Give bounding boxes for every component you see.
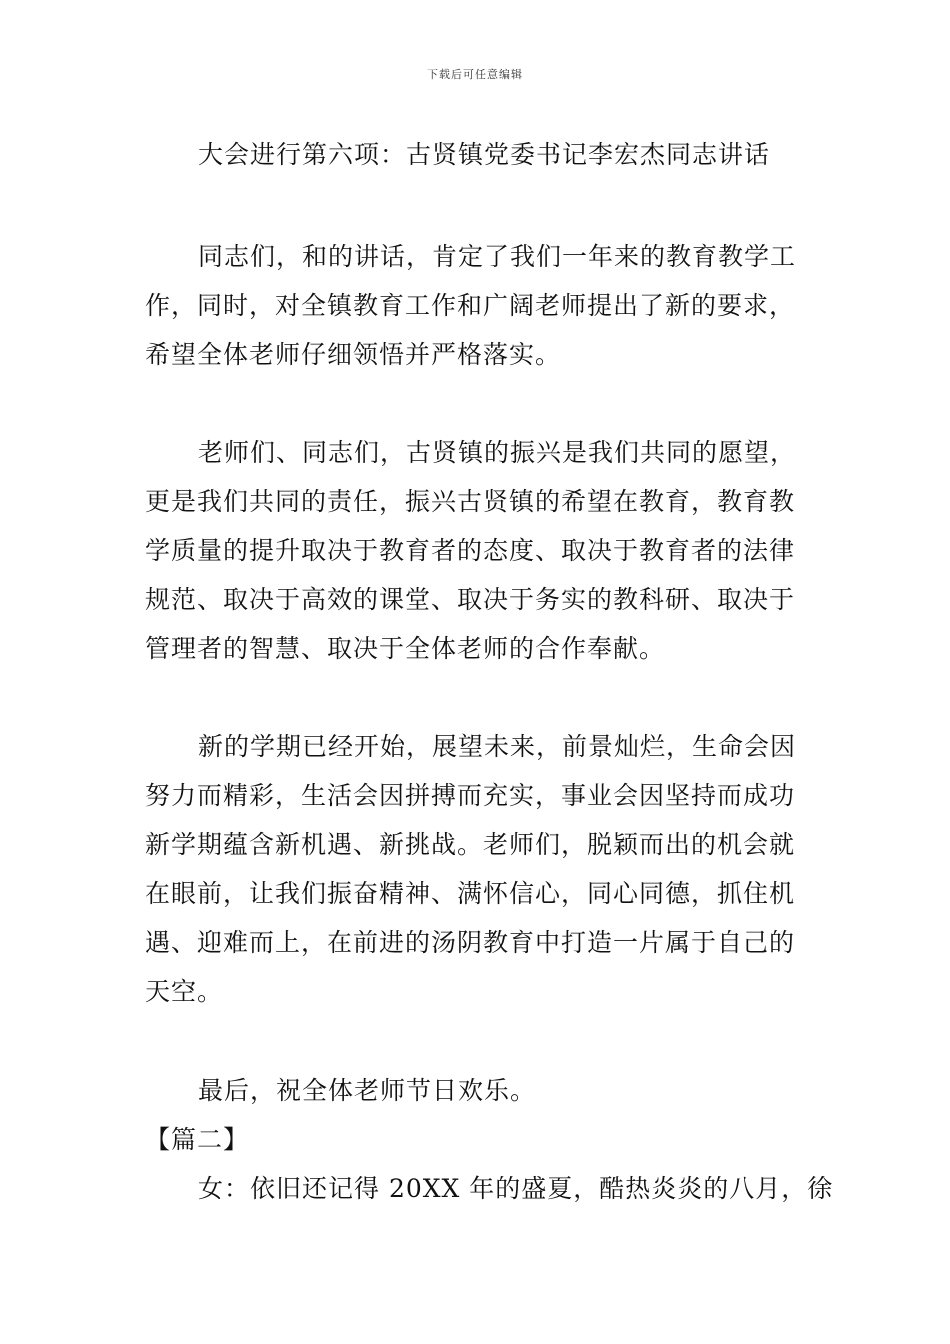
header-note: 下载后可任意编辑 — [427, 68, 523, 81]
text-line: 大会进行第六项：古贤镇党委书记李宏杰同志讲话 — [198, 140, 771, 169]
text-line: 【篇二】 — [145, 1125, 250, 1154]
text-line: 希望全体老师仔细领悟并严格落实。 — [145, 340, 562, 369]
text-line: 最后，祝全体老师节日欢乐。 — [198, 1076, 537, 1105]
text-line: 规范、取决于高效的课堂、取决于务实的教科研、取决于 — [145, 585, 796, 614]
text-line: 老师们、同志们，古贤镇的振兴是我们共同的愿望， — [198, 438, 797, 467]
text-line: 女：依旧还记得 20XX 年的盛夏，酷热炎炎的八月，徐 — [198, 1174, 834, 1203]
text-line: 管理者的智慧、取决于全体老师的合作奉献。 — [145, 634, 666, 663]
text-line: 努力而精彩，生活会因拼搏而充实，事业会因坚持而成功 — [145, 781, 796, 810]
text-line: 遇、迎难而上，在前进的汤阴教育中打造一片属于自己的 — [145, 928, 796, 957]
text-line: 新的学期已经开始，展望未来，前景灿烂，生命会因 — [198, 732, 797, 761]
text-line: 作，同时，对全镇教育工作和广阔老师提出了新的要求， — [145, 291, 796, 320]
text-line: 同志们，和的讲话，肯定了我们一年来的教育教学工 — [198, 242, 797, 271]
text-line: 在眼前，让我们振奋精神、满怀信心，同心同德，抓住机 — [145, 879, 796, 908]
text-line: 新学期蕴含新机遇、新挑战。老师们，脱颖而出的机会就 — [145, 830, 796, 859]
text-line: 天空。 — [145, 977, 224, 1006]
text-line: 更是我们共同的责任，振兴古贤镇的希望在教育，教育教 — [145, 487, 796, 516]
text-line: 学质量的提升取决于教育者的态度、取决于教育者的法律 — [145, 536, 796, 565]
